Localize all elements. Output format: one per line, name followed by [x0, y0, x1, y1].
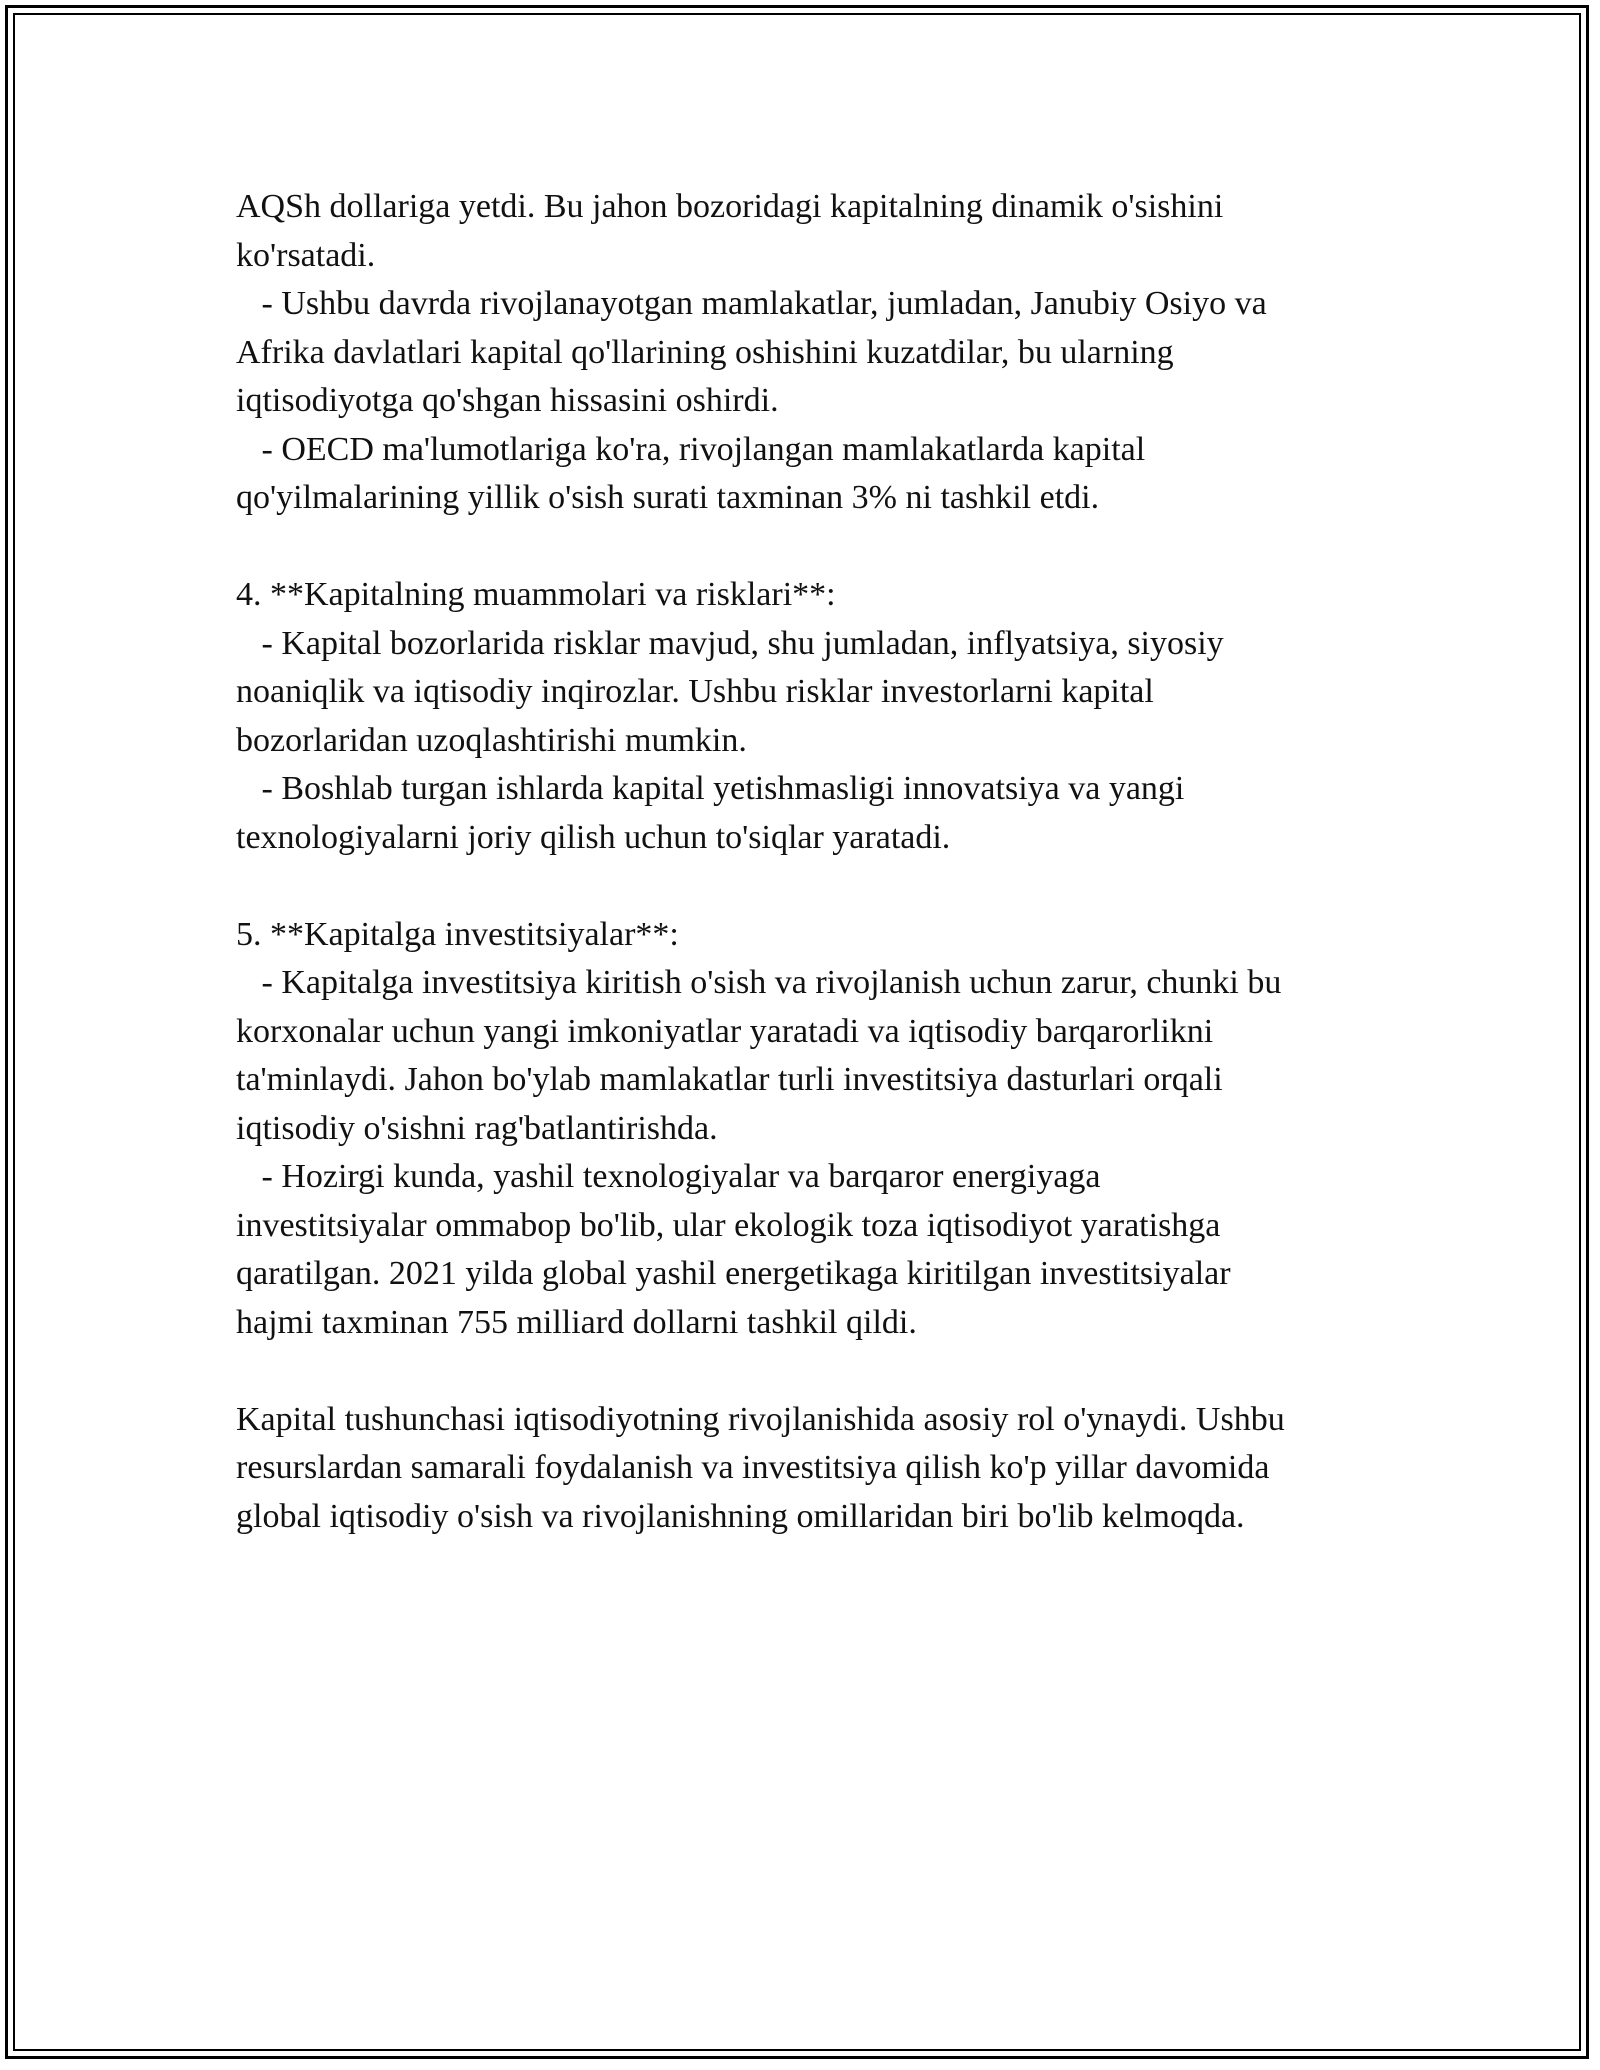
text-line: ta'minlaydi. Jahon bo'ylab mamlakatlar turli investitsiya dasturlari orqali — [236, 1061, 1223, 1098]
text-line: - OECD ma'lumotlariga ko'ra, rivojlangan mamlakatlarda kapital — [236, 430, 1146, 468]
document-body — [236, 183, 1406, 1541]
conclusion-paragraph — [236, 1396, 1406, 1542]
section-heading: 5. **Kapitalga investitsiyalar**: — [236, 915, 679, 953]
text-line: - Boshlab turgan ishlarda kapital yetishmasligi innovatsiya va yangi — [236, 770, 1185, 807]
text-line: Kapital tushunchasi iqtisodiyotning rivojlanishida asosiy rol o'ynaydi. Ushbu — [236, 1400, 1285, 1438]
text-line: resurslardan samarali foydalanish va investitsiya qilish ko'p yillar davomida — [236, 1449, 1270, 1486]
text-line: korxonalar uchun yangi imkoniyatlar yaratadi va iqtisodiy barqarorlikni — [236, 1012, 1214, 1050]
paragraph-gap — [236, 862, 1406, 911]
section-heading: 4. **Kapitalning muammolari va risklari**: — [236, 576, 836, 613]
paragraph-gap — [236, 523, 1406, 572]
text-line: ko'rsatadi. — [236, 236, 376, 274]
text-line: - Hozirgi kunda, yashil texnologiyalar va barqaror energiyaga — [236, 1158, 1101, 1195]
text-line: qo'yilmalarining yillik o'sish surati taxminan 3% ni tashkil etdi. — [236, 479, 1100, 516]
paragraph-continuation — [236, 183, 1406, 523]
paragraph-gap — [236, 1347, 1406, 1396]
text-line: hajmi taxminan 755 milliard dollarni tashkil qildi. — [236, 1303, 917, 1341]
section-4 — [236, 571, 1406, 862]
text-line: qaratilgan. 2021 yilda global yashil energetikaga kiritilgan investitsiyalar — [236, 1255, 1231, 1292]
text-line: global iqtisodiy o'sish va rivojlanishning omillaridan biri bo'lib kelmoqda. — [236, 1497, 1245, 1535]
text-line: iqtisodiy o'sishni rag'batlantirishda. — [236, 1109, 718, 1147]
text-line: bozorlaridan uzoqlashtirishi mumkin. — [236, 721, 747, 759]
text-line: AQSh dollariga yetdi. Bu jahon bozoridagi kapitalning dinamik o'sishini — [236, 188, 1224, 225]
section-5 — [236, 911, 1406, 1348]
text-line: - Kapital bozorlarida risklar mavjud, shu jumladan, inflyatsiya, siyosiy — [236, 624, 1224, 662]
text-line: noaniqlik va iqtisodiy inqirozlar. Ushbu risklar investorlarni kapital — [236, 673, 1154, 710]
text-line: Afrika davlatlari kapital qo'llarining oshishini kuzatdilar, bu ularning — [236, 333, 1174, 371]
text-line: iqtisodiyotga qo'shgan hissasini oshirdi. — [236, 382, 779, 419]
text-line: - Ushbu davrda rivojlanayotgan mamlakatlar, jumladan, Janubiy Osiyo va — [236, 285, 1267, 322]
text-line: texnologiyalarni joriy qilish uchun to'siqlar yaratadi. — [236, 818, 951, 856]
text-line: - Kapitalga investitsiya kiritish o'sish va rivojlanish uchun zarur, chunki bu — [236, 964, 1282, 1001]
text-line: investitsiyalar ommabop bo'lib, ular ekologik toza iqtisodiyot yaratishga — [236, 1206, 1221, 1244]
